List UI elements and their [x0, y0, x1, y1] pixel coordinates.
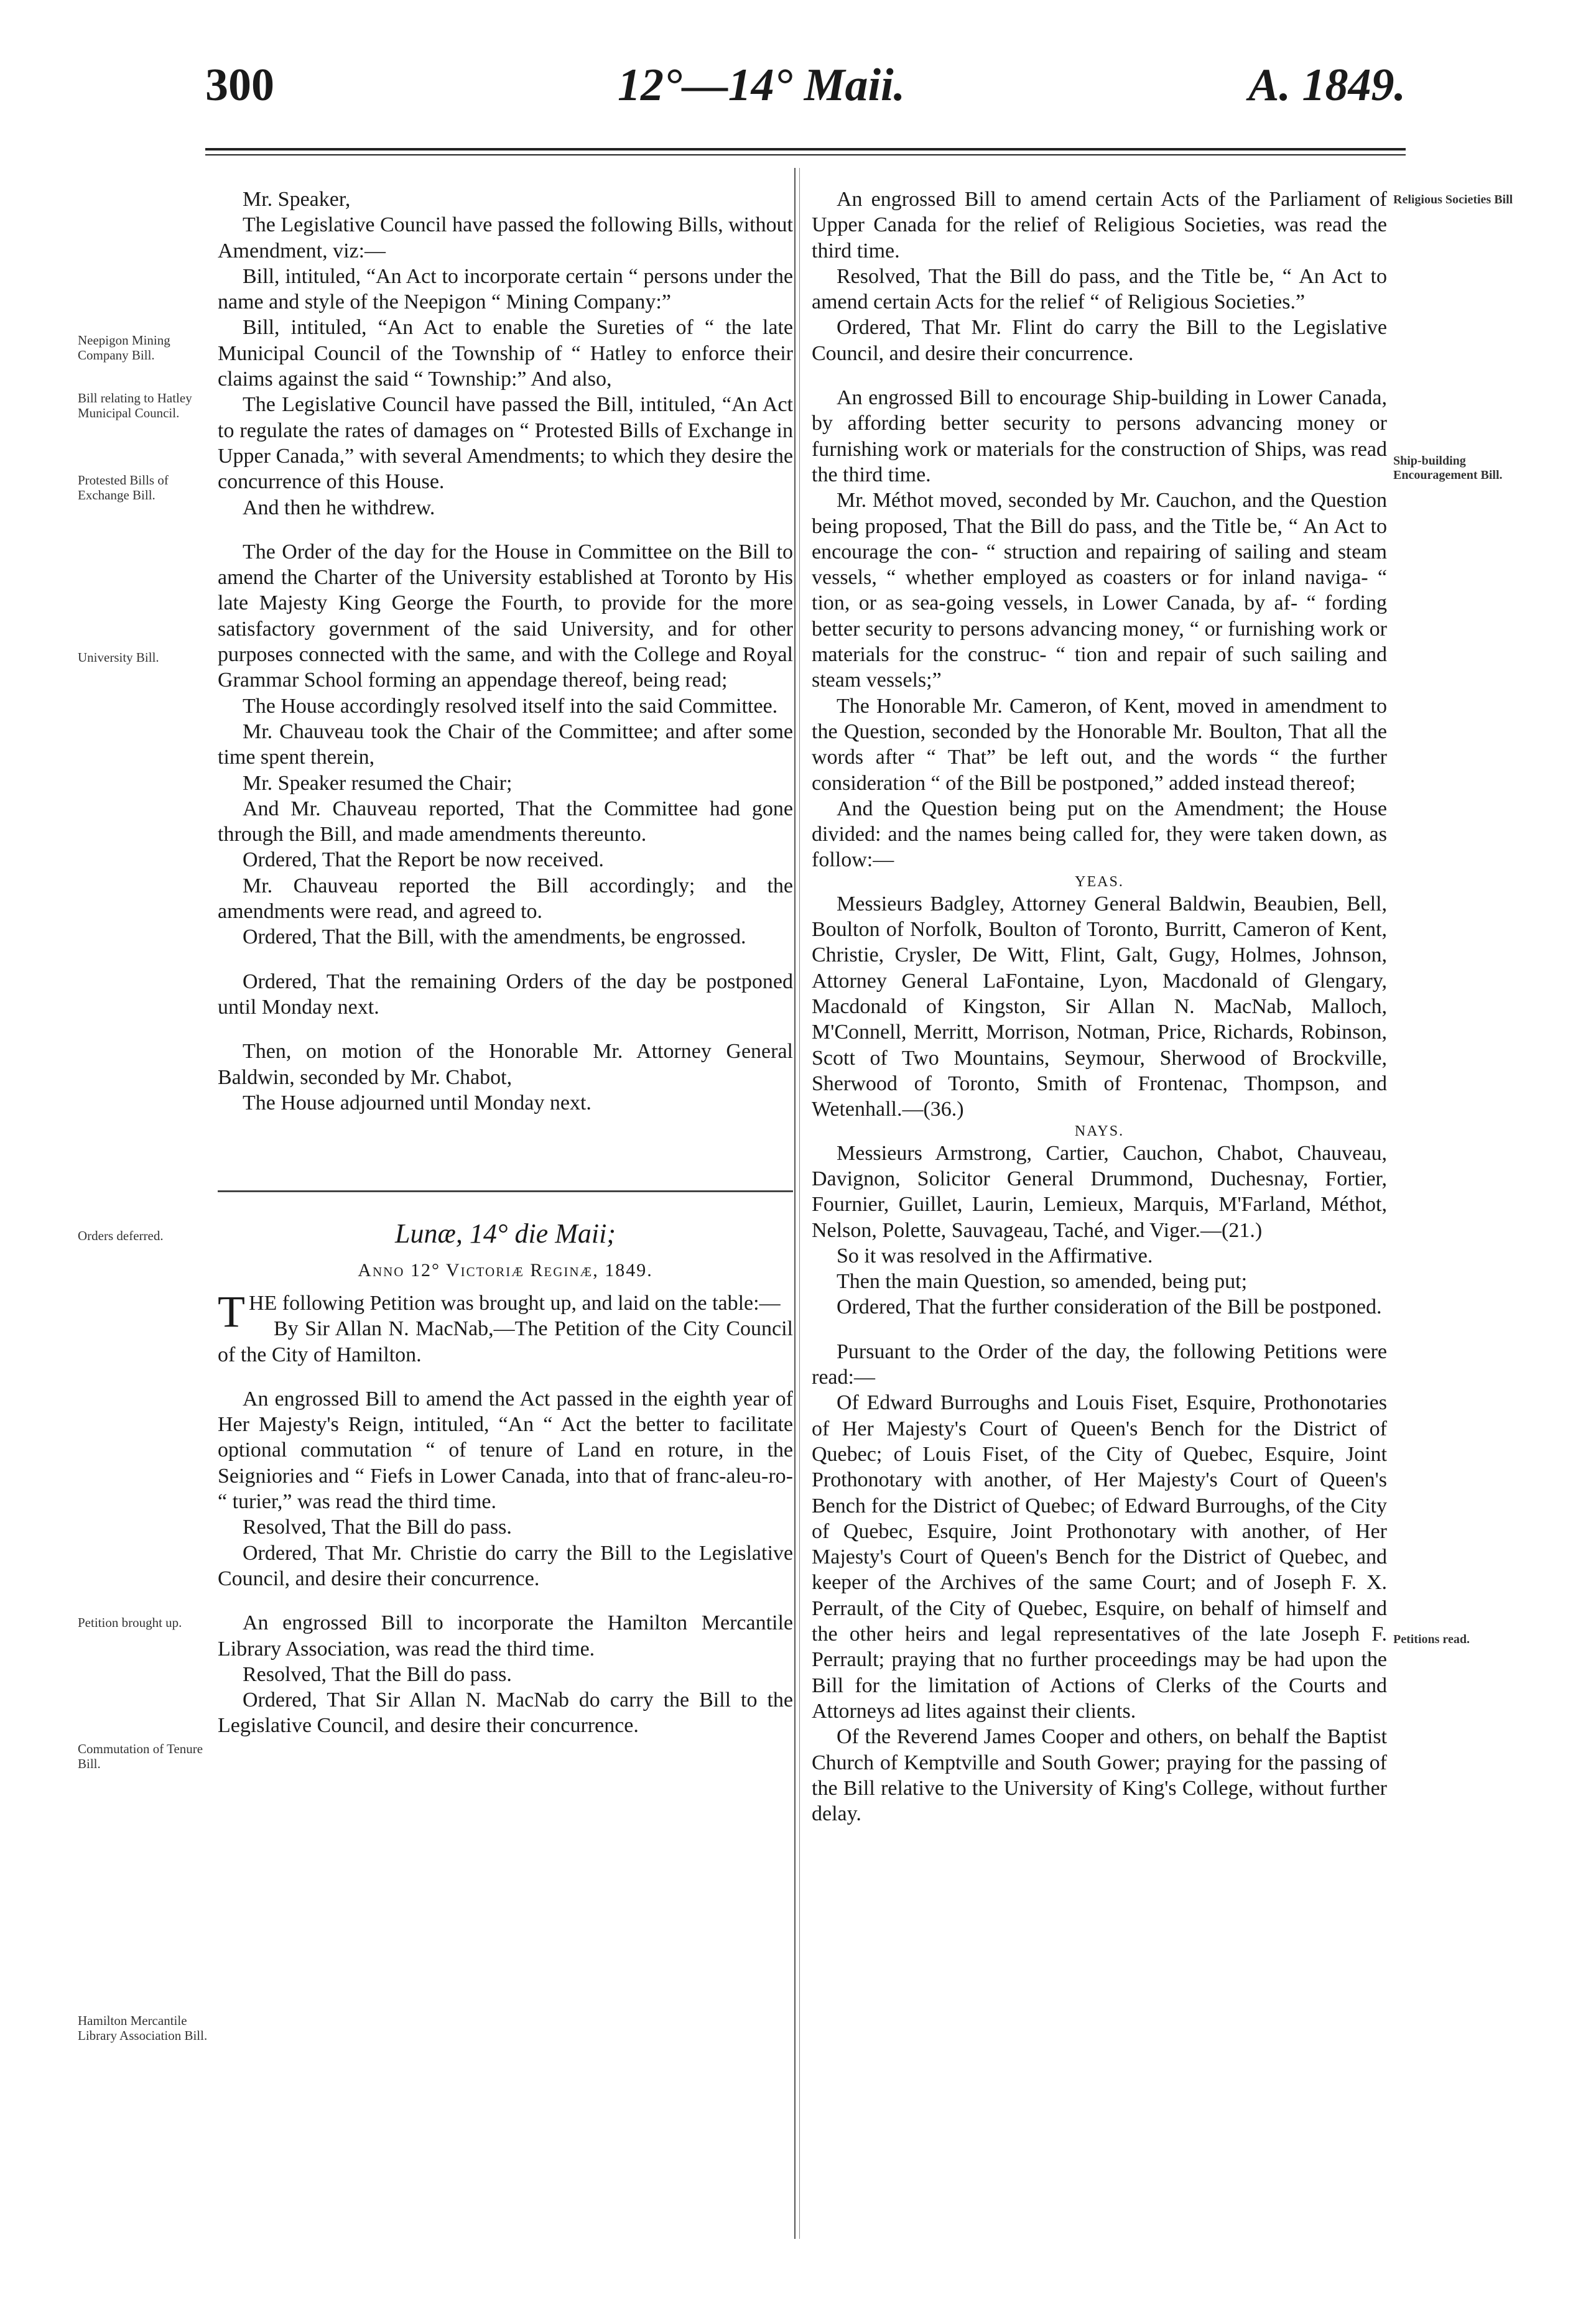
paragraph: Ordered, That the remaining Orders of the day be postponed until Monday next. [218, 970, 793, 1019]
margin-note: Commutation of Tenure Bill. [78, 1741, 203, 1772]
paragraph: Resolved, That the Bill do pass. [243, 1516, 512, 1539]
paragraph: Ordered, That Sir Allan N. MacNab do carry the Bill to the Legislative Council, and desire their concurrence. [218, 1688, 793, 1738]
margin-note: Orders deferred. [78, 1228, 164, 1243]
paragraph-text: HE following Petition was brought up, and laid on the table:— [248, 1291, 781, 1315]
margin-note: Bill relating to Hatley Municipal Council. [78, 391, 192, 421]
margin-note: Protested Bills of Exchange Bill. [78, 473, 169, 503]
header-rule-thin [205, 154, 1406, 155]
paragraph: An engrossed Bill to encourage Ship-building in Lower Canada, by affording better security to persons advancing money or furnishing work or materials for the construction of Ships, was read the third time. [812, 386, 1387, 486]
header-year: A. 1849. [1248, 60, 1406, 111]
column-divider-thin [799, 168, 800, 2239]
paragraph: The Honorable Mr. Cameron, of Kent, moved in amendment to the Question, seconded by the Honorable Mr. Boulton, That all the words after “ That” be left out, and the words “ the further consideration “ of the Bill be postponed,” added instead thereof; [812, 694, 1387, 795]
yeas-label: YEAS. [1075, 873, 1124, 890]
paragraph: Resolved, That the Bill do pass. [243, 1662, 512, 1686]
paragraph: Mr. Chauveau reported the Bill accordingly; and the amendments were read, and agreed to. [218, 874, 793, 924]
margin-note: Petition brought up. [78, 1615, 182, 1630]
paragraph: Mr. Méthot moved, seconded by Mr. Cauchon, and the Question being proposed, That the Bill do pass, and the Title be, “ An Act to encourage the con- “ struction and repairing of sailing and steam vessels, “ whether employed as coasters or for inland naviga- “ tion, or as sea-going vessels, in Lower Canada, by af- “ fording better security to persons advancing money, “ or furnishing work or materials for the construc- “ tion and repair of such sailing and steam vessels;” [812, 489, 1387, 692]
yeas-list: Messieurs Badgley, Attorney General Baldwin, Beaubien, Bell, Boulton of Norfolk, Boulton of Toronto, Burritt, Cameron of Kent, Christie, Crysler, De Witt, Flint, Galt, Gugy, Holmes, Johnson, Attorney General LaFontaine, Lyon, Macdonald of Glengary, Macdonald of Kingston, Sir Allan N. MacNab, Malloch, M'Connell, Merritt, Morrison, Notman, Price, Richards, Robinson, Scott of Two Mountains, Seymour, Sherwood of Brockville, Sherwood of Toronto, Smith of Frontenac, Thompson, and Wetenhall.—(36.) [812, 892, 1387, 1121]
paragraph: Ordered, That the Bill, with the amendments, be engrossed. [243, 925, 746, 949]
nays-label: NAYS. [1074, 1123, 1125, 1139]
paragraph: Then the main Question, so amended, being put; [837, 1270, 1248, 1294]
paragraph: Of the Reverend James Cooper and others, on behalf the Baptist Church of Kemptville and South Gower; praying for the passing of the Bill relative to the University of King's College, without further delay. [812, 1725, 1387, 1826]
paragraph: Bill, intituled, “An Act to enable the Sureties of “ the late Municipal Council of the Township of “ Hatley to enforce their claims against the said “ Township:” And also, [218, 316, 793, 391]
paragraph: The Order of the day for the House in Committee on the Bill to amend the Charter of the University established at Toronto by His late Majesty King George the Fourth, to provide for the more satisfactory government of the said University, and for other purposes connected with the same, and with the College and Royal Grammar School forming an appendage thereof, being read; [218, 540, 793, 692]
left-column [218, 187, 793, 1739]
paragraph: Mr. Speaker, [243, 188, 351, 211]
paragraph: The Legislative Council have passed the following Bills, without Amendment, viz:— [218, 213, 793, 262]
column-divider [794, 168, 796, 2239]
anno-heading: Anno 12° Victoriæ Reginæ, 1849. [358, 1259, 653, 1281]
right-column [812, 187, 1387, 1827]
page-header [205, 59, 1406, 127]
margin-note: Petitions read. [1393, 1633, 1470, 1646]
paragraph: Bill, intituled, “An Act to incorporate certain “ persons under the name and style of the Neepigon “ Mining Company:” [218, 264, 793, 314]
margin-note: University Bill. [78, 650, 159, 665]
paragraph [218, 1286, 793, 1336]
paragraph: An engrossed Bill to amend the Act passed in the eighth year of Her Majesty's Reign, intituled, “An “ Act the better to facilitate optional commutation “ of tenure of Land en roture, in the Seigniories and “ Fiefs in Lower Canada, into that of franc-aleu-ro- “ turier,” was read the third time. [218, 1387, 793, 1514]
header-rule [205, 148, 1406, 151]
paragraph: Of Edward Burroughs and Louis Fiset, Esquire, Prothonotaries of Her Majesty's Court of Queen's Bench for the District of Quebec; of Louis Fiset, of the City of Quebec, Esquire, Joint Prothonotary with another, of Her Majesty's Court of Queen's Bench for the District of Quebec; of Edward Burroughs, of the City of Quebec, Esquire, Joint Prothonotary with another, of Her Majesty's Court of Queen's Bench for the District of Quebec, and keeper of the Archives of the same Court; and of Joseph F. X. Perrault, of the City of Quebec, Esquire, on behalf of himself and the other heirs and legal representatives of the late Joseph F. Perrault; praying that no further proceedings may be had upon the Bill for the limitation of Actions of Clerks of the Courts and Attorneys ad lites against their clients. [812, 1391, 1387, 1723]
paragraph: An engrossed Bill to incorporate the Hamilton Mercantile Library Association, was read the third time. [218, 1611, 793, 1661]
paragraph: Mr. Chauveau took the Chair of the Committee; and after some time spent therein, [218, 720, 793, 769]
paragraph: The Legislative Council have passed the Bill, intituled, “An Act to regulate the rates of damages on “ Protested Bills of Exchange in Upper Canada,” with several Amendments; to which they desire the concurrence of this House. [218, 393, 793, 494]
paragraph: And then he withdrew. [243, 496, 435, 519]
paragraph: Ordered, That the further consideration of the Bill be postponed. [837, 1295, 1382, 1319]
paragraph: Mr. Speaker resumed the Chair; [243, 771, 513, 795]
paragraph: The House accordingly resolved itself into the said Committee. [243, 694, 778, 718]
paragraph: An engrossed Bill to amend certain Acts of the Parliament of Upper Canada for the relief of Religious Societies, was read the third time. [812, 188, 1387, 262]
paragraph: Ordered, That Mr. Christie do carry the Bill to the Legislative Council, and desire their concurrence. [218, 1541, 793, 1590]
paragraph: Ordered, That the Report be now received. [243, 848, 604, 872]
paragraph: Then, on motion of the Honorable Mr. Attorney General Baldwin, seconded by Mr. Chabot, [218, 1040, 793, 1089]
header-date: 12°—14° Maii. [618, 60, 906, 111]
nays-list: Messieurs Armstrong, Cartier, Cauchon, Chabot, Chauveau, Davignon, Solicitor General Drummond, Duchesnay, Fortier, Fournier, Guillet, Laurin, Lemieux, Marquis, M'Farland, Méthot, Nelson, Polette, Sauvageau, Taché, and Viger.—(21.) [812, 1141, 1387, 1242]
paragraph: The House adjourned until Monday next. [243, 1091, 592, 1114]
paragraph: Resolved, That the Bill do pass, and the Title be, “ An Act to amend certain Acts for the relief “ of Religious Societies.” [812, 264, 1387, 314]
margin-note: Ship-building Encouragement Bill. [1393, 454, 1503, 482]
page-number: 300 [205, 60, 274, 111]
margin-note: Religious Societies Bill [1393, 193, 1513, 206]
drop-cap: T [218, 1286, 245, 1336]
day-heading: Lunæ, 14° die Maii; [395, 1218, 616, 1249]
margin-note: Hamilton Mercantile Library Association Bill. [78, 2013, 208, 2044]
paragraph: Pursuant to the Order of the day, the following Petitions were read:— [812, 1340, 1387, 1389]
paragraph: And the Question being put on the Amendment; the House divided: and the names being called for, they were taken down, as follow:— [812, 797, 1387, 872]
margin-note: Neepigon Mining Company Bill. [78, 333, 170, 363]
paragraph: And Mr. Chauveau reported, That the Committee had gone through the Bill, and made amendments thereunto. [218, 797, 793, 846]
paragraph: So it was resolved in the Affirmative. [837, 1244, 1153, 1267]
paragraph: Ordered, That Mr. Flint do carry the Bill to the Legislative Council, and desire their concurrence. [812, 316, 1387, 365]
paragraph: By Sir Allan N. MacNab,—The Petition of the City Council of the City of Hamilton. [218, 1317, 793, 1366]
section-rule [218, 1190, 793, 1192]
